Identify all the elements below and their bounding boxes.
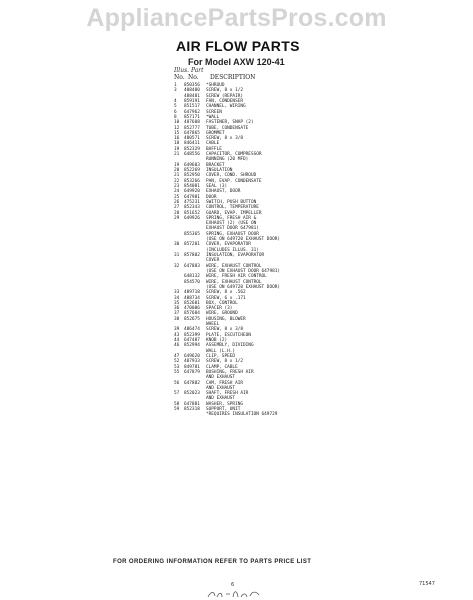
illus-number: 43 bbox=[174, 332, 180, 338]
illus-number: 24 bbox=[174, 189, 180, 195]
part-number: 857802 bbox=[184, 253, 200, 258]
part-number: 647487 bbox=[184, 338, 200, 343]
part-number: 852675 bbox=[184, 316, 200, 322]
part-description: CAPACITOR, COMPRESSOR bbox=[206, 152, 262, 158]
part-number: 859191 bbox=[184, 98, 200, 104]
part-description: FAN, CONDENSER bbox=[206, 98, 244, 104]
part-number: 647883 bbox=[184, 263, 200, 269]
part-description: SCREW, 8 x 3/8 bbox=[206, 327, 244, 333]
illus-number: 19 bbox=[174, 146, 180, 152]
handwritten-mark bbox=[206, 588, 262, 600]
part-number: 649920 bbox=[184, 189, 200, 195]
illus-number: 10 bbox=[174, 120, 180, 126]
part-number bbox=[184, 412, 206, 417]
part-number: 647879 bbox=[184, 369, 200, 375]
part-description: GROMMET bbox=[206, 130, 225, 136]
part-number: 488481 bbox=[184, 93, 200, 99]
illus-number: 8 bbox=[174, 114, 177, 120]
part-description: *SHROUD bbox=[206, 83, 225, 88]
column-header-row bbox=[174, 74, 255, 81]
illus-number: 52 bbox=[174, 359, 180, 365]
part-description: COVER, EVAPORATOR bbox=[206, 242, 251, 248]
part-number: 854081 bbox=[184, 183, 200, 189]
part-description: SHAFT, FRESH AIR bbox=[206, 391, 249, 397]
part-description: SEAL (3) bbox=[206, 183, 228, 189]
part-number: 857171 bbox=[184, 114, 200, 120]
column-header-description: DESCRIPTION bbox=[210, 74, 256, 81]
part-description: FASTENER, SNAP (2) bbox=[206, 120, 254, 126]
part-description: (USE ON EXHAUST DOOR 647981) bbox=[206, 268, 281, 274]
part-description: *REQUIRES INSULATION 649729 bbox=[206, 412, 278, 418]
part-number: 489718 bbox=[184, 290, 200, 296]
document-code: 71547 bbox=[419, 581, 435, 587]
part-description: KNOB (2) bbox=[206, 338, 228, 343]
part-description: SUPPORT, UNIT bbox=[206, 407, 241, 413]
illus-number: 31 bbox=[174, 253, 180, 258]
part-number: 647962 bbox=[184, 109, 200, 115]
ordering-info-footer: FOR ORDERING INFORMATION REFER TO PARTS PRICE LIST bbox=[113, 559, 312, 565]
part-number: 852777 bbox=[184, 125, 200, 131]
part-description: WHEEL bbox=[206, 322, 220, 328]
part-description: BUSHING, FRESH AIR bbox=[206, 369, 254, 375]
part-number: 852950 bbox=[184, 173, 200, 179]
part-number: 852329 bbox=[184, 146, 200, 152]
part-description: SPRING, EXHAUST DOOR bbox=[206, 231, 259, 237]
illus-number: 16 bbox=[174, 136, 180, 142]
part-number: 852399 bbox=[184, 332, 200, 338]
part-description: EXHAUST, DOOR bbox=[206, 189, 241, 195]
illus-number: 38 bbox=[174, 316, 180, 322]
part-number: 852343 bbox=[184, 205, 200, 211]
illus-number: 5 bbox=[174, 104, 177, 110]
illus-number: 37 bbox=[174, 311, 180, 317]
part-number: 486474 bbox=[184, 327, 200, 333]
part-description: SCREW, 8 x 1/2 bbox=[206, 88, 244, 94]
illus-number: 46 bbox=[174, 343, 180, 349]
illus-number: 6 bbox=[174, 109, 177, 115]
illus-number: 57 bbox=[174, 391, 180, 397]
part-number: 647981 bbox=[184, 194, 200, 200]
illus-number: 29 bbox=[174, 215, 180, 221]
column-header-no: No. bbox=[174, 74, 185, 81]
part-number: 648132 bbox=[184, 274, 200, 280]
part-description: SCREW, 8 x 3/8 bbox=[206, 136, 244, 142]
parts-list bbox=[174, 83, 354, 418]
part-number: 850356 bbox=[184, 83, 200, 88]
part-description: TUBE, CONDENSATE bbox=[206, 125, 249, 131]
illus-number: 55 bbox=[174, 369, 180, 375]
part-number: 857201 bbox=[184, 242, 200, 248]
illus-number: 19 bbox=[174, 162, 180, 168]
part-number: 647865 bbox=[184, 130, 200, 136]
column-header-part-no: No. bbox=[188, 74, 199, 81]
part-description: HOUSING, BLOWER bbox=[206, 316, 246, 322]
illus-number bbox=[174, 412, 184, 417]
part-description: WIRE, FRESH AIR CONTROL bbox=[206, 274, 267, 280]
part-description: AND EXHAUST bbox=[206, 396, 236, 402]
part-description: WIRE, EXHAUST CONTROL bbox=[206, 263, 262, 269]
illus-number: 12 bbox=[174, 125, 180, 131]
part-number: 852601 bbox=[184, 300, 200, 306]
illus-number: 28 bbox=[174, 210, 180, 216]
part-number: 487933 bbox=[184, 359, 200, 365]
part-description: AND EXHAUST bbox=[206, 385, 236, 391]
part-description: SCREW, 8 x 1/2 bbox=[206, 359, 244, 365]
part-number: 849781 bbox=[184, 364, 200, 370]
part-description: (USE ON 649720 EXHAUST DOOR) bbox=[206, 237, 281, 243]
illus-number: 25 bbox=[174, 194, 180, 200]
part-description: (INCLUDES ILLUS. 31) bbox=[206, 247, 259, 253]
illus-number: 21 bbox=[174, 173, 180, 179]
illus-number: 59 bbox=[174, 407, 180, 413]
part-description: SPACER (3) bbox=[206, 306, 233, 312]
part-number: 649603 bbox=[184, 162, 200, 168]
column-header-illus-part: Illus. Part bbox=[174, 67, 204, 74]
illus-number: 47 bbox=[174, 353, 180, 359]
part-number: 855365 bbox=[184, 231, 200, 237]
part-description: WIRE, EXHAUST CONTROL bbox=[206, 279, 262, 285]
part-description: CONTROL, TEMPERATURE bbox=[206, 205, 259, 211]
part-description: SCREEN bbox=[206, 109, 222, 115]
part-description: GUARD, EVAP. IMPELLER bbox=[206, 210, 262, 216]
part-description: CABLE bbox=[206, 141, 220, 147]
part-description: BAFFLE bbox=[206, 146, 222, 152]
part-description: BOX, CONTROL bbox=[206, 300, 238, 306]
illus-number: 22 bbox=[174, 178, 180, 184]
part-description: INSULATION bbox=[206, 168, 233, 173]
part-number: 852269 bbox=[184, 168, 200, 173]
part-number: 846411 bbox=[184, 141, 200, 147]
illus-number: 44 bbox=[174, 338, 180, 343]
part-number: 857684 bbox=[184, 311, 200, 317]
part-description: CAM, FRESH AIR bbox=[206, 380, 244, 386]
illus-number: 26 bbox=[174, 199, 180, 205]
illus-number: 27 bbox=[174, 205, 180, 211]
part-description: SCREW, 8 x .562 bbox=[206, 290, 246, 296]
part-number: 647881 bbox=[184, 401, 200, 407]
illus-number: 58 bbox=[174, 401, 180, 407]
illus-number: 15 bbox=[174, 130, 180, 136]
illus-number: 1 bbox=[174, 83, 177, 88]
part-number: 851652 bbox=[184, 210, 200, 216]
part-description: SCREW (REPAIR) bbox=[206, 93, 244, 99]
part-description: *WALL bbox=[206, 114, 220, 120]
illus-number: 33 bbox=[174, 290, 180, 296]
part-number: 488480 bbox=[184, 88, 200, 94]
part-number: 852994 bbox=[184, 343, 200, 349]
part-description: INSULATION, EVAPORATOR bbox=[206, 253, 265, 258]
page-title: AIR FLOW PARTS bbox=[176, 38, 300, 54]
part-description: WASHER, SPRING bbox=[206, 401, 244, 407]
part-description: AND EXHAUST bbox=[206, 375, 236, 381]
part-number: 647882 bbox=[184, 380, 200, 386]
part-description: EXHAUST DOOR 647981) bbox=[206, 226, 259, 232]
illus-number: 34 bbox=[174, 295, 180, 301]
part-number: 649620 bbox=[184, 353, 200, 359]
part-description: COVER, COND. SHROUD bbox=[206, 173, 257, 179]
model-subtitle: For Model AXW 120-41 bbox=[188, 57, 285, 67]
part-description: PAN, EVAP. CONDENSATE bbox=[206, 178, 262, 184]
part-number: 854570 bbox=[184, 279, 200, 285]
part-number: 853266 bbox=[184, 178, 200, 184]
part-description: CLAMP, CABLE bbox=[206, 364, 238, 370]
illus-number: 53 bbox=[174, 364, 180, 370]
part-number: 851517 bbox=[184, 104, 200, 110]
watermark: AppliancePartsPros.com bbox=[86, 4, 387, 32]
illus-number: 36 bbox=[174, 306, 180, 312]
illus-number: 21 bbox=[174, 152, 180, 158]
part-description: WALL (L.H.) bbox=[206, 348, 236, 354]
illus-number: 4 bbox=[174, 98, 177, 104]
illus-number: 30 bbox=[174, 242, 180, 248]
part-description: EXHAUST (2) (USE ON bbox=[206, 221, 257, 227]
part-description: CHANNEL, WIRING bbox=[206, 104, 246, 110]
part-description: SCREW, 6 x .171 bbox=[206, 295, 246, 301]
illus-number: 3 bbox=[174, 88, 177, 94]
part-description: RUNNING (20 MFD) bbox=[206, 157, 249, 163]
illus-number: 35 bbox=[174, 300, 180, 306]
part-description: (USE ON 649720 EXHAUST DOOR) bbox=[206, 284, 281, 290]
part-description: CLIP, SPEED bbox=[206, 353, 236, 359]
illus-number: 32 bbox=[174, 263, 180, 269]
page-number: 6 bbox=[231, 582, 235, 588]
part-description: ASSEMBLY, DIVIDING bbox=[206, 343, 254, 349]
part-description: BRACKET bbox=[206, 162, 225, 168]
part-description: SPRING, FRESH AIR & bbox=[206, 215, 257, 221]
illus-number: 20 bbox=[174, 168, 180, 173]
illus-number: 23 bbox=[174, 183, 180, 189]
part-number: 475231 bbox=[184, 199, 200, 205]
illus-number: 39 bbox=[174, 327, 180, 333]
part-description: DOOR bbox=[206, 194, 217, 200]
part-number: 852318 bbox=[184, 407, 200, 413]
part-description: PLATE, ESCUTCHEON bbox=[206, 332, 251, 338]
part-description: SWITCH, PUSH BUTTON bbox=[206, 199, 257, 205]
part-number: 487608 bbox=[184, 120, 200, 126]
part-number: 470006 bbox=[184, 306, 200, 312]
illus-number: 56 bbox=[174, 380, 180, 386]
parts-row bbox=[174, 412, 354, 417]
part-description: WIRE, GROUND bbox=[206, 311, 238, 317]
part-number: 488734 bbox=[184, 295, 200, 301]
part-number: 480571 bbox=[184, 136, 200, 142]
part-number: 648556 bbox=[184, 152, 200, 158]
part-description: COVER bbox=[206, 258, 220, 264]
illus-number: 18 bbox=[174, 141, 180, 147]
part-number: 852023 bbox=[184, 391, 200, 397]
part-number: 649926 bbox=[184, 215, 200, 221]
